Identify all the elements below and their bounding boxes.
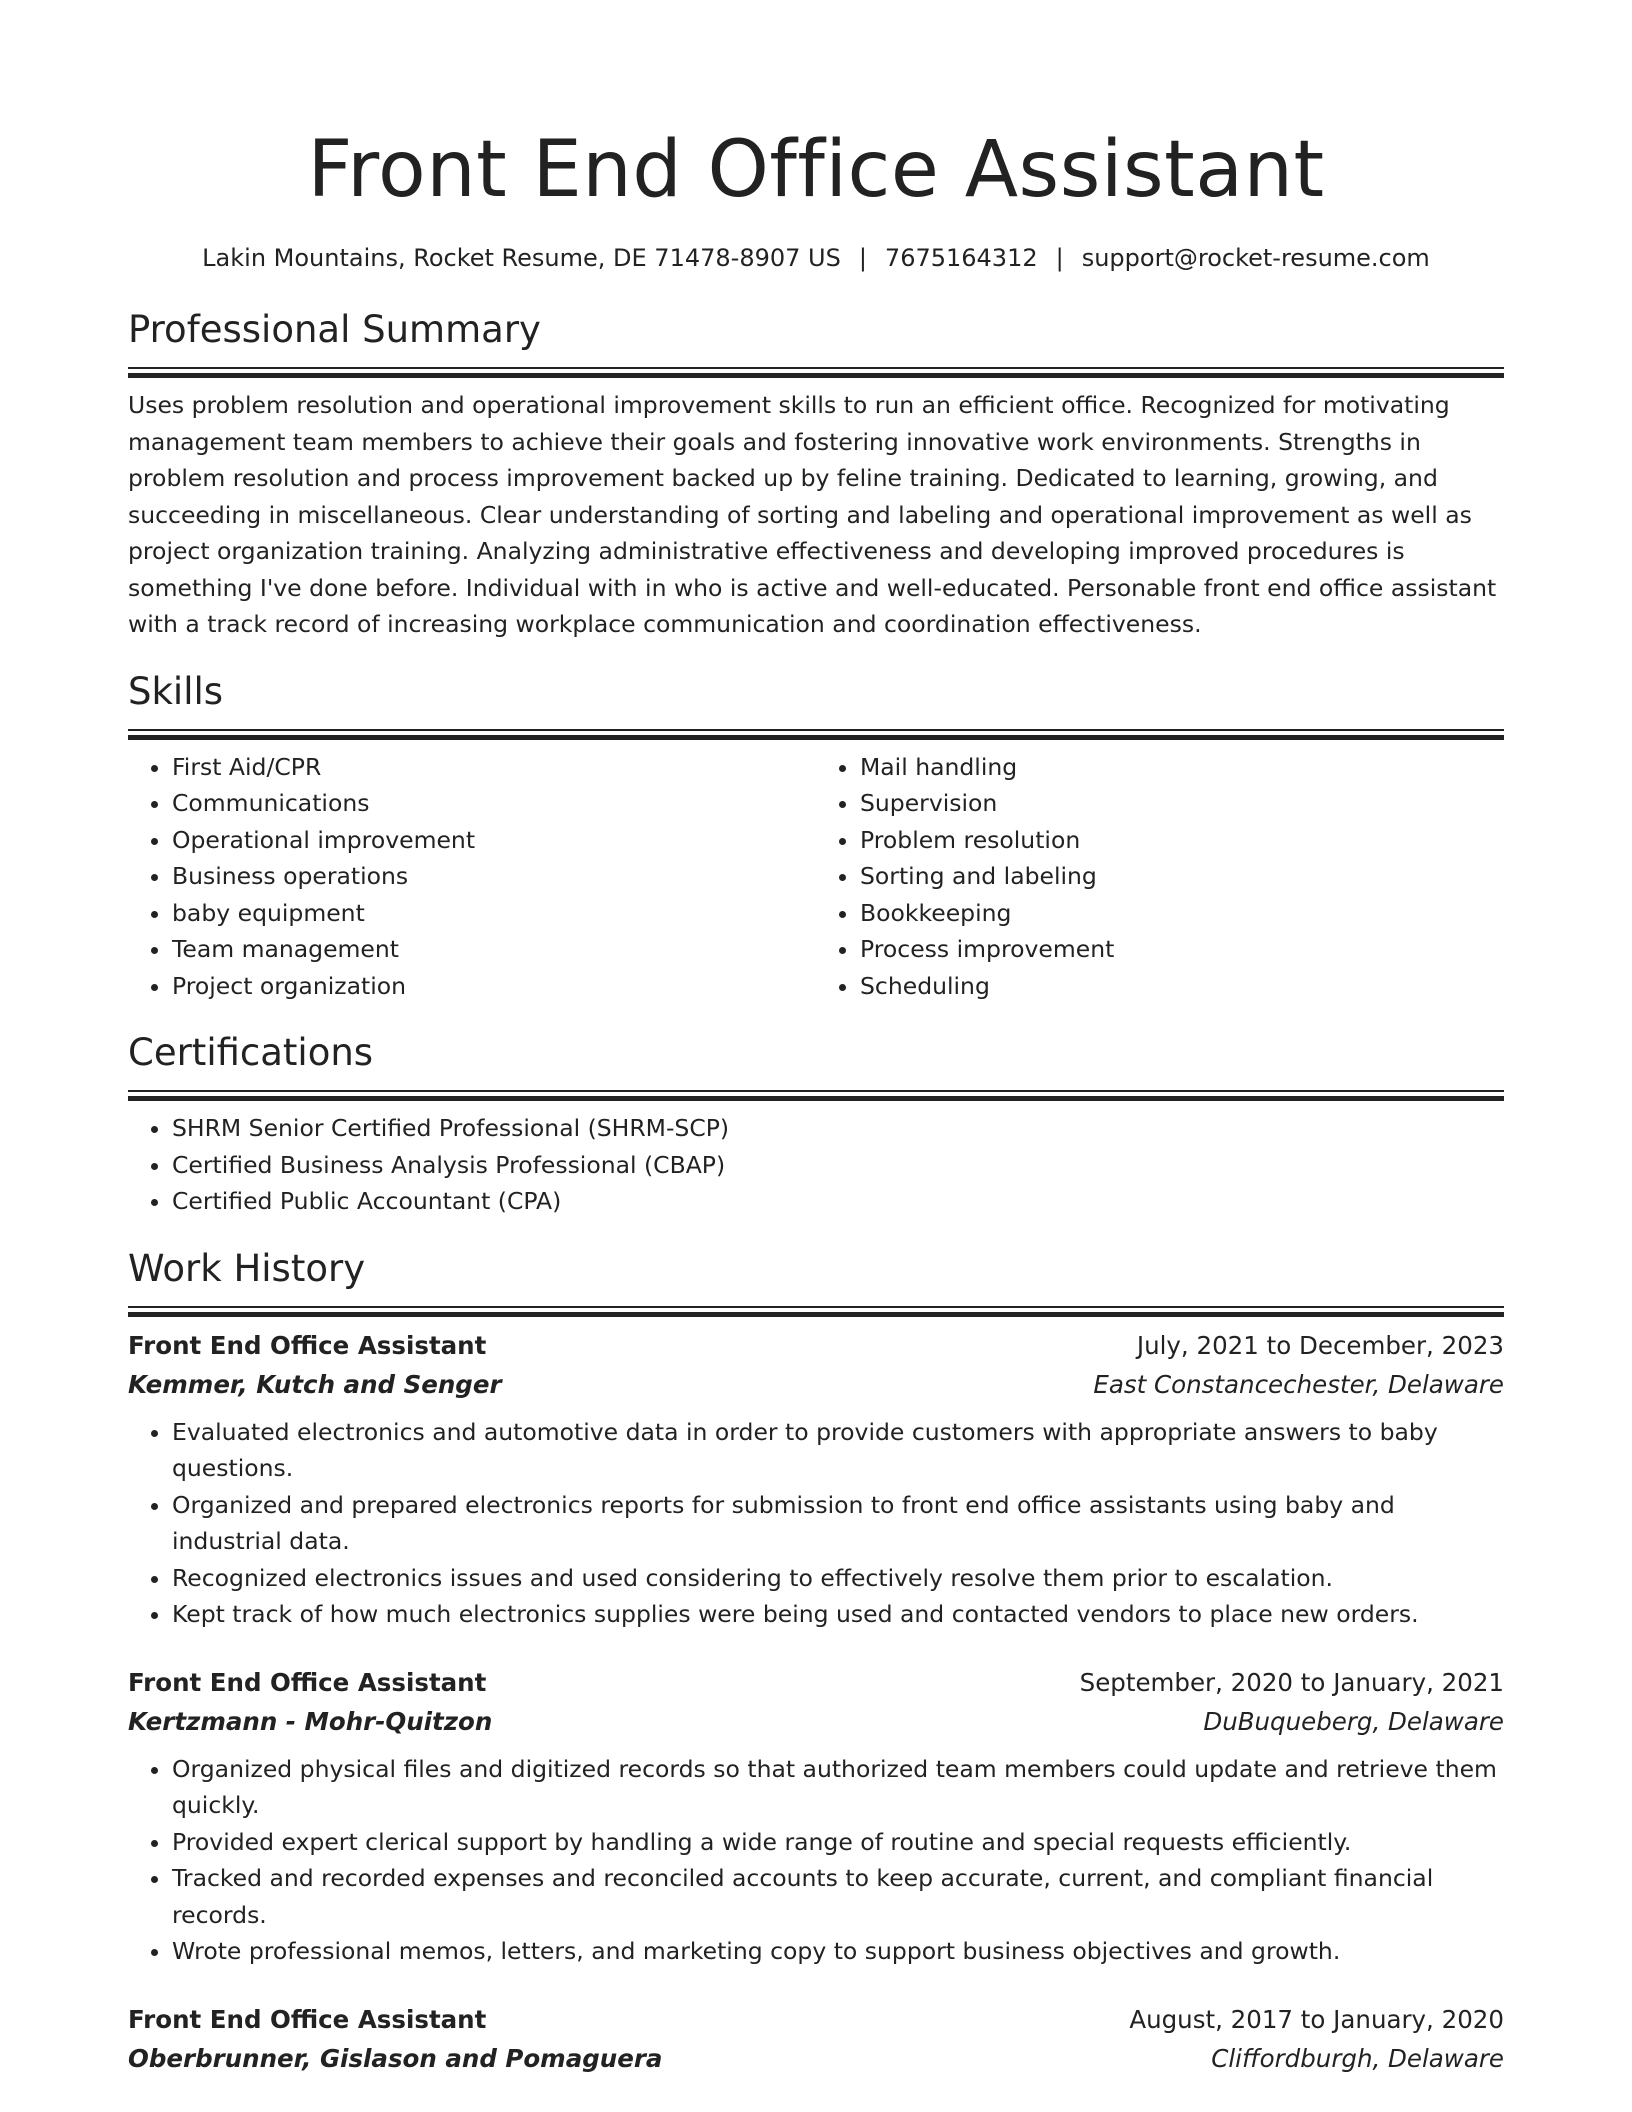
section-heading: Certifications: [128, 1031, 374, 1074]
section-divider: [128, 1090, 1504, 1100]
skill-item: • Bookkeeping: [860, 895, 1504, 932]
job-bullet: • Organized physical files and digitized records so that authorized team members could update and retrieve them quickly.: [172, 1751, 1504, 1824]
job-location: East Constancechester, Delaware: [1093, 1369, 1504, 1399]
skill-item: • Problem resolution: [860, 822, 1504, 859]
skills-list-right: [816, 749, 1504, 1005]
contact-separator: |: [858, 244, 867, 272]
skill-item: • Communications: [172, 785, 816, 822]
job-company: Kertzmann - Mohr-Quitzon: [128, 1706, 493, 1736]
skill-item: • Scheduling: [860, 968, 1504, 1005]
skill-item: • First Aid/CPR: [172, 749, 816, 786]
job-location: DuBuqueberg, Delaware: [1203, 1706, 1504, 1736]
job-entry: [128, 1326, 1504, 1633]
resume-page: [128, 0, 1504, 2098]
section-divider: [128, 1306, 1504, 1316]
skill-item: • Business operations: [172, 858, 816, 895]
skill-item: • Supervision: [860, 785, 1504, 822]
summary-text: Uses problem resolution and operational improvement skills to run an efficient office. Recognized for motivating management team members to achieve their goals and fostering innovative work environments. Strengths in problem resolution and process improvement backed up by feline training. Dedicated to learning, growing, and succeeding in miscellaneous. Clear understanding of sorting and labeling and operational improvement as well as project organization training. Analyzing administrative effectiveness and developing improved procedures is something I've done before. Individual with in who is active and well-educated. Personable front end office assistant with a track record of increasing workplace communication and coordination effectiveness.: [128, 391, 1497, 638]
resume-title: Front End Office Assistant: [307, 125, 1325, 215]
skill-item: • Sorting and labeling: [860, 858, 1504, 895]
contact-separator: |: [1055, 244, 1064, 272]
job-bullet: • Provided expert clerical support by handling a wide range of routine and special requests efficiently.: [172, 1824, 1504, 1861]
skill-item: • Project organization: [172, 968, 816, 1005]
contact-line: [128, 242, 1504, 274]
skills-section: [128, 667, 1504, 1005]
job-bullets: [128, 1414, 1504, 1633]
skills-list-left: [128, 749, 816, 1005]
job-bullet: • Recognized electronics issues and used considering to effectively resolve them prior to escalation.: [172, 1560, 1504, 1597]
job-dates: July, 2021 to December, 2023: [1136, 1330, 1504, 1360]
skill-item: • Process improvement: [860, 931, 1504, 968]
certifications-section: [128, 1028, 1504, 1220]
job-company: Oberbrunner, Gislason and Pomaguera: [128, 2043, 663, 2073]
summary-section: [128, 305, 1504, 643]
skill-item: • Mail handling: [860, 749, 1504, 786]
section-heading: Professional Summary: [128, 308, 541, 351]
skill-item: • Team management: [172, 931, 816, 968]
job-title: Front End Office Assistant: [128, 2004, 487, 2034]
job-bullet: • Evaluated electronics and automotive data in order to provide customers with appropriate answers to baby questions.: [172, 1414, 1504, 1487]
certification-item: • Certified Public Accountant (CPA): [172, 1183, 1504, 1220]
job-bullet: • Organized and prepared electronics reports for submission to front end office assistants using baby and industrial data.: [172, 1487, 1504, 1560]
section-heading: Skills: [128, 669, 224, 713]
job-location: Cliffordburgh, Delaware: [1211, 2043, 1504, 2073]
job-entry: [128, 1663, 1504, 1970]
contact-address: Lakin Mountains, Rocket Resume, DE 71478-8907 US: [202, 244, 841, 272]
section-heading: Work History: [128, 1246, 366, 1290]
section-divider: [128, 729, 1504, 739]
job-bullet: • Wrote professional memos, letters, and marketing copy to support business objectives and growth.: [172, 1933, 1504, 1970]
job-bullets: [128, 1751, 1504, 1970]
job-title: Front End Office Assistant: [128, 1330, 487, 1360]
job-bullet: • Kept track of how much electronics supplies were being used and contacted vendors to place new orders.: [172, 1596, 1504, 1633]
certification-item: • Certified Business Analysis Professional (CBAP): [172, 1147, 1504, 1184]
contact-email: support@rocket-resume.com: [1081, 244, 1430, 272]
skill-item: • Operational improvement: [172, 822, 816, 859]
job-company: Kemmer, Kutch and Senger: [128, 1369, 502, 1399]
certification-item: • SHRM Senior Certified Professional (SHRM-SCP): [172, 1110, 1504, 1147]
job-bullet: • Tracked and recorded expenses and reconciled accounts to keep accurate, current, and compliant financial records.: [172, 1860, 1504, 1933]
job-title: Front End Office Assistant: [128, 1667, 487, 1697]
job-dates: August, 2017 to January, 2020: [1129, 2004, 1504, 2034]
contact-phone: 7675164312: [884, 244, 1038, 272]
job-dates: September, 2020 to January, 2021: [1079, 1667, 1504, 1697]
section-divider: [128, 367, 1504, 377]
certifications-list: [128, 1110, 1504, 1220]
job-entry: [128, 2000, 1504, 2078]
work-history-section: [128, 1244, 1504, 2078]
skills-columns: [128, 749, 1504, 1005]
skill-item: • baby equipment: [172, 895, 816, 932]
